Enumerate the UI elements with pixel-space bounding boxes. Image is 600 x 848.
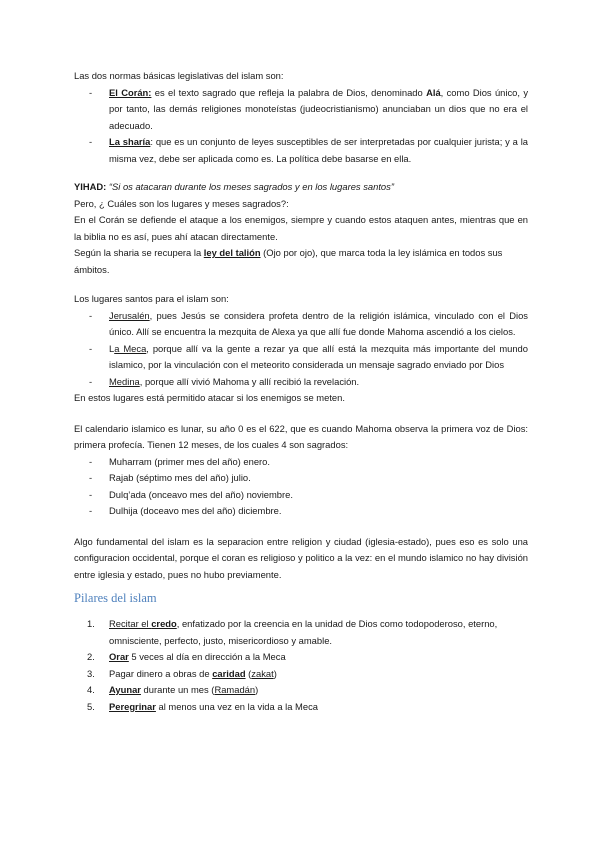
document-body — [74, 68, 528, 715]
paragraph: Pero, ¿ Cuáles son los lugares y meses sagrados?: — [74, 197, 289, 209]
meses-list — [74, 454, 528, 520]
term-ramadan: Ramadán — [214, 684, 256, 695]
term-medina: Medina — [109, 375, 140, 387]
term-zakat: zakat — [251, 667, 274, 679]
lugares-intro: Los lugares santos para el islam son: — [74, 293, 229, 304]
term-la-meca: a Meca — [114, 342, 147, 354]
list-item: - La Meca, porque allí va la gente a rezar ya que allí está la mezquita más importante del mundo islamico, por la vinculación con el meteorito considerada un mensaje sagrado enviado por Dios — [74, 341, 528, 374]
term-ley-talion: ley del talión — [203, 247, 261, 258]
term-peregrinar: Peregrinar — [109, 700, 156, 712]
yihad-label: YIHAD: — [74, 181, 107, 192]
paragraph: En estos lugares está permitido atacar si los enemigos se meten. — [74, 392, 345, 403]
list-item: - Medina, porque allí vivió Mahoma y allí recibió la revelación. — [74, 374, 528, 391]
lugares-list — [74, 308, 528, 391]
list-item: - Dulhija (doceavo mes del año) diciembre. — [74, 503, 528, 520]
term-sharia: La sharía — [109, 136, 151, 147]
calendario-intro: El calendario islamico es lunar, su año 0 es el 622, que es cuando Mahoma observa la primera voz de Dios: primera profecía. Tienen 12 meses, de los cuales 4 son sagrados: — [74, 422, 528, 450]
list-item: - Rajab (séptimo mes del año) julio. — [74, 470, 528, 487]
list-item: - La sharía: que es un conjunto de leyes susceptibles de ser interpretadas por cualquier jurista; y a la misma vez, debe ser aplicada como es. La política debe basarse en ella. — [74, 134, 528, 167]
list-item: 1. Recitar el credo, enfatizado por la creencia en la unidad de Dios como todopoderoso, eterno, omnisciente, perfecto, justo, misericordioso y amable. — [87, 618, 498, 646]
list-item: 4. Ayunar durante un mes (Ramadán) — [87, 684, 259, 695]
list-item: 5. Peregrinar al menos una vez en la vida a la Meca — [87, 700, 318, 712]
term-ala: Alá — [426, 86, 441, 98]
normas-list — [74, 85, 528, 168]
section-heading: Pilares del islam — [74, 591, 157, 605]
term-orar: Orar — [109, 651, 129, 662]
list-item: - Dulq’ada (onceavo mes del año) noviembre. — [74, 487, 528, 504]
term-jerusalen: Jerusalén — [109, 309, 150, 321]
term-ayunar: Ayunar — [109, 684, 141, 695]
pilares-list — [74, 616, 528, 715]
term-caridad: caridad — [212, 667, 246, 679]
yihad-line — [74, 179, 528, 196]
term-coran: El Corán: — [109, 86, 152, 98]
list-item: 3. Pagar dinero a obras de caridad (zakat) — [87, 667, 277, 679]
list-item: - El Corán: es el texto sagrado que refleja la palabra de Dios, denominado Alá, como Dios único, y por tanto, las demás religiones monoteístas (judeocristianismo) anunciaban un dios que no era el adecuado. — [74, 85, 528, 135]
list-item: - Muharram (primer mes del año) enero. — [74, 454, 528, 471]
list-item: 2. Orar 5 veces al día en dirección a la Meca — [87, 651, 286, 662]
paragraph: En el Corán se defiende el ataque a los enemigos, siempre y cuando estos ataquen antes, mientras que en la biblia no es así, pues ahí atacan directamente. — [74, 214, 528, 242]
term-credo: credo — [151, 618, 177, 629]
normas-intro: Las dos normas básicas legislativas del islam son: — [74, 70, 284, 81]
paragraph: Algo fundamental del islam es la separacion entre religion y ciudad (iglesia-estado), pues eso es solo una configuracion occidental, porque el coran es religioso y politico a la vez: en el mundo islamico no hay división entre iglesia y estado, pues no hubo previamente. — [74, 535, 528, 580]
paragraph: Según la sharia se recupera la ley del talión (Ojo por ojo), que marca toda la ley islámica en todos sus ámbitos. — [74, 247, 503, 275]
yihad-quote: “Si os atacaran durante los meses sagrados y en los lugares santos” — [106, 181, 394, 192]
list-item: - Jerusalén, pues Jesús se considera profeta dentro de la religión islámica, vinculado con el Dios único. Allí se encuentra la mezquita de Alexa ya que allí fue donde Mahoma ascendió a los cielos. — [74, 308, 528, 341]
